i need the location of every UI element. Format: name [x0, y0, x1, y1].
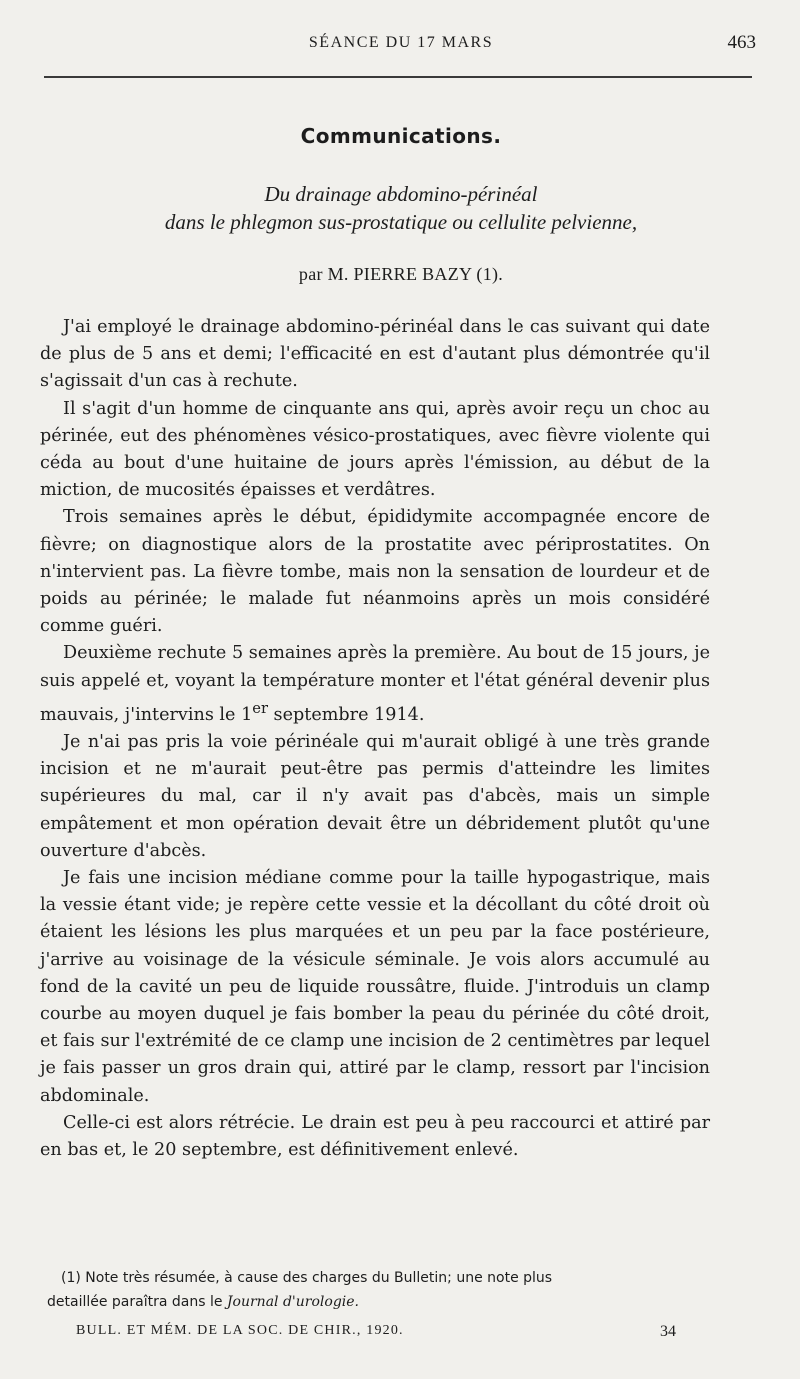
- footnote-line-1: (1) Note très résumée, à cause des charges du Bulletin; une note plus: [61, 1270, 553, 1286]
- signature-mark: 34: [660, 1323, 676, 1340]
- paragraph-7: Celle-ci est alors rétrécie. Le drain est peu à peu raccourci et attiré par en bas et, le 20 septembre, est définitivement enlevé.: [40, 1112, 710, 1160]
- running-title: SÉANCE DU 17 MARS: [308, 34, 494, 51]
- paragraph-3: Trois semaines après le début, épididymite accompagnée encore de fièvre; on diagnostique alors de la prostatite avec périprostatites. On n'intervient pas. La fièvre tombe, mais non la sensation de lourdeur et de poids au périnée; le malade fut néanmoins après un mois considéré comme guéri.: [40, 507, 710, 637]
- article-title-line-2: dans le phlegmon sus-prostatique ou cellulite pelvienne,: [164, 210, 638, 234]
- paragraph-4-end: septembre 1914.: [267, 704, 425, 725]
- paragraph-4-text: Deuxième rechute 5 semaines après la première. Au bout de 15 jours, je suis appelé et, voyant la température monter et l'état général devenir plus mauvais, j'intervins le 1: [40, 643, 710, 725]
- ordinal-superscript: er: [252, 699, 268, 717]
- footnote: [47, 1266, 707, 1314]
- imprint: BULL. ET MÉM. DE LA SOC. DE CHIR., 1920.: [76, 1323, 404, 1338]
- header-rule: [44, 76, 752, 78]
- byline: par M. PIERRE BAZY (1).: [298, 264, 504, 284]
- paragraph-6: Je fais une incision médiane comme pour la taille hypogastrique, mais la vessie étant vide; je repère cette vessie et la décollant du côté droit où étaient les lésions les plus marquées et un peu par la face postérieure, j'arrive au voisinage de la vésicule séminale. Je vois alors accumulé au fond de la cavité un peu de liquide roussâtre, fluide. J'introduis un clamp courbe au moyen duquel je fais bomber la peau du périnée du côté droit, et fais sur l'extrémité de ce clamp une incision de 2 centimètres par lequel je fais passer un gros drain qui, attiré par le clamp, ressort par l'incision abdominale.: [40, 867, 710, 1106]
- footnote-line-2: [47, 1290, 707, 1314]
- paragraph-2: Il s'agit d'un homme de cinquante ans qui, après avoir reçu un choc au périnée, eut des phénomènes vésico-prostatiques, avec fièvre violente qui céda au bout d'une huitaine de jours après l'émission, au début de la miction, de mucosités épaisses et verdâtres.: [40, 398, 710, 501]
- paragraph-1: J'ai employé le drainage abdomino-périnéal dans le cas suivant qui date de plus de 5 ans et demi; l'efficacité en est d'autant plus démontrée qu'il s'agissait d'un cas à rechute.: [40, 317, 710, 392]
- footnote-line-2-text: detaillée paraîtra dans le: [47, 1294, 227, 1310]
- article-title: [40, 180, 762, 236]
- paragraph-4: [40, 640, 710, 728]
- article-title-line-1: Du drainage abdomino-périnéal: [264, 182, 538, 206]
- page-number: 463: [727, 32, 756, 53]
- running-header: [40, 34, 762, 60]
- page: [40, 0, 762, 1379]
- section-title: Communications.: [300, 124, 502, 148]
- body-text: [40, 314, 710, 1164]
- paragraph-5: Je n'ai pas pris la voie périnéale qui m'aurait obligé à une très grande incision et ne m'aurait peut-être pas permis d'atteindre les limites supérieures du mal, car il n'y avait pas d'abcès, mais un simple empâtement et mon opération devait être un débridement plutôt qu'une ouverture d'abcès.: [40, 731, 710, 861]
- page-footer: [76, 1323, 676, 1347]
- journal-name: Journal d'urologie.: [226, 1294, 359, 1310]
